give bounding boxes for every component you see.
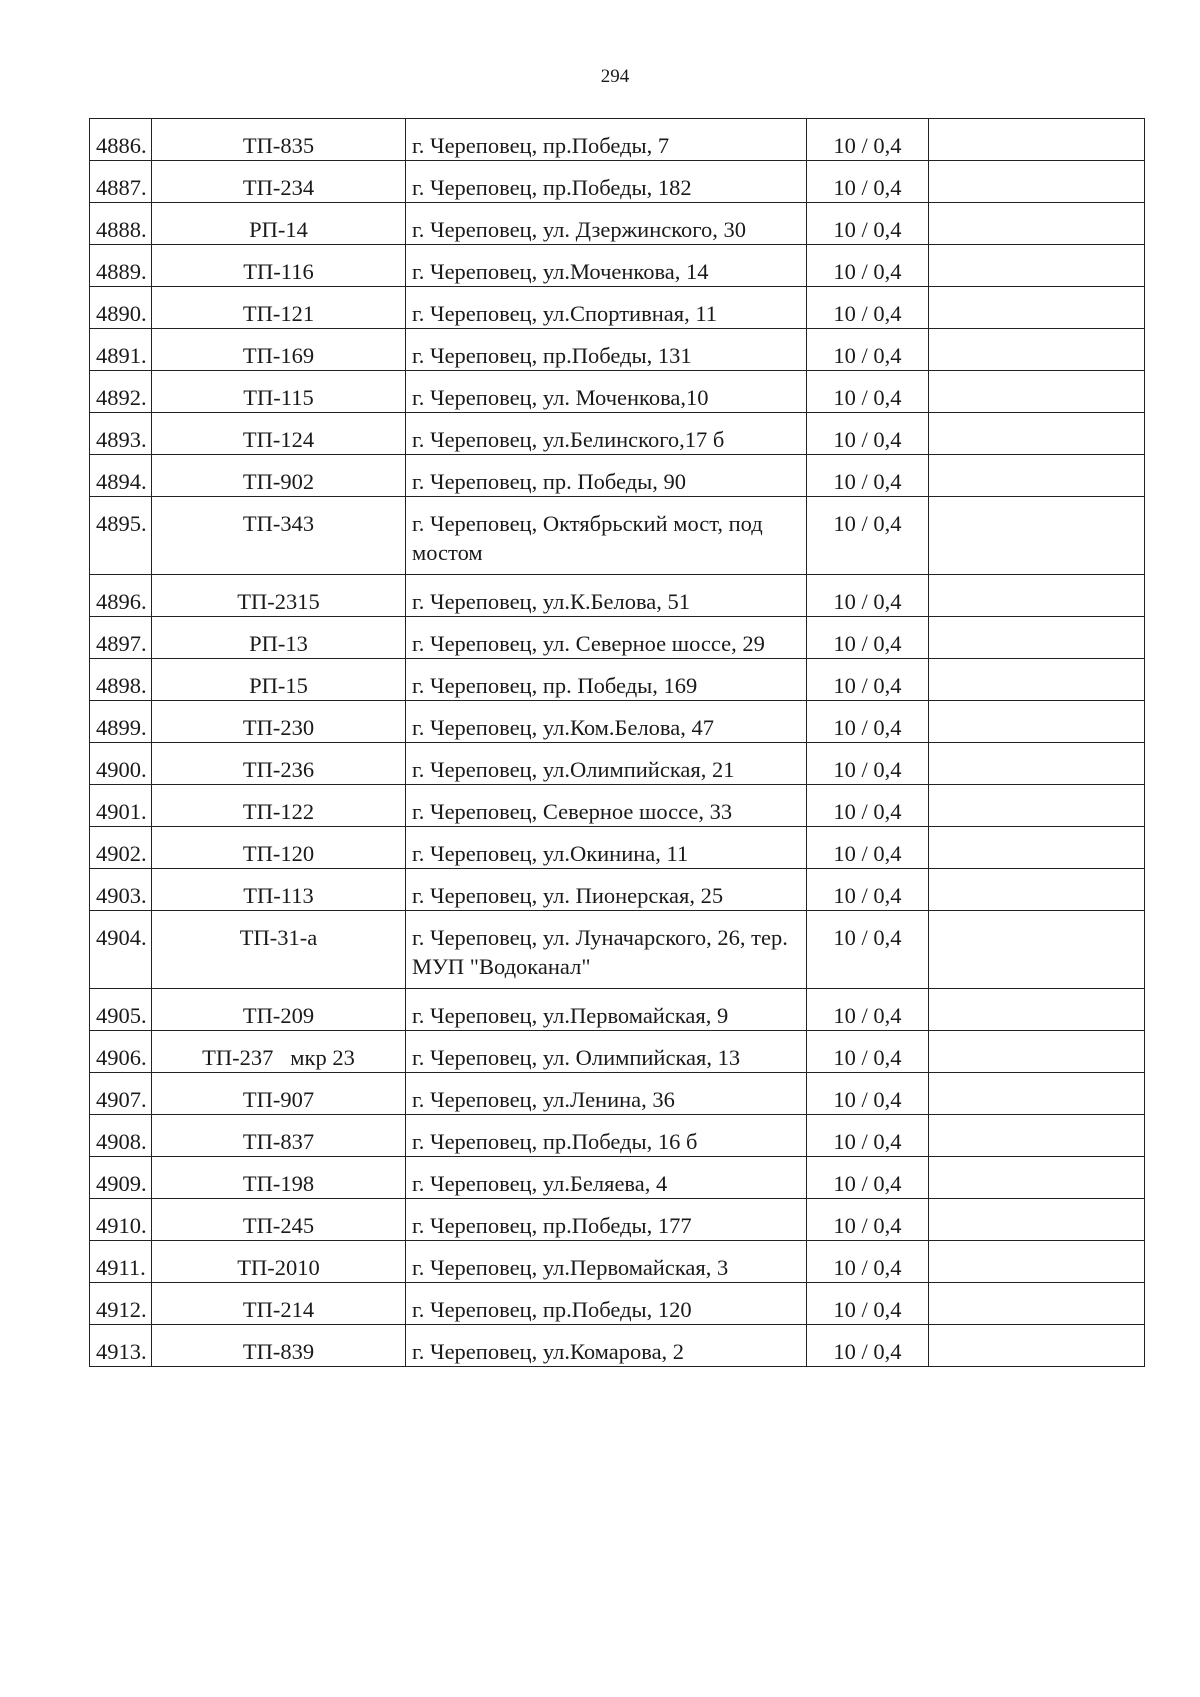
table-row	[90, 575, 1145, 617]
voltage: 10 / 0,4	[807, 911, 929, 989]
address: г. Череповец, ул.Комарова, 2	[406, 1325, 807, 1367]
note	[929, 1031, 1145, 1073]
object-name: ТП-837	[152, 1115, 406, 1157]
voltage: 10 / 0,4	[807, 287, 929, 329]
note	[929, 203, 1145, 245]
address: г. Череповец, ул.Ком.Белова, 47	[406, 701, 807, 743]
table-row	[90, 329, 1145, 371]
row-number: 4908.	[90, 1115, 152, 1157]
table-row	[90, 701, 1145, 743]
object-name: ТП-245	[152, 1199, 406, 1241]
row-number: 4890.	[90, 287, 152, 329]
object-name: ТП-839	[152, 1325, 406, 1367]
note	[929, 287, 1145, 329]
voltage: 10 / 0,4	[807, 827, 929, 869]
voltage: 10 / 0,4	[807, 659, 929, 701]
table-row	[90, 1115, 1145, 1157]
row-number: 4905.	[90, 989, 152, 1031]
address: г. Череповец, ул.Окинина, 11	[406, 827, 807, 869]
note	[929, 1199, 1145, 1241]
object-name: ТП-237 мкр 23	[152, 1031, 406, 1073]
voltage: 10 / 0,4	[807, 1241, 929, 1283]
voltage: 10 / 0,4	[807, 413, 929, 455]
voltage: 10 / 0,4	[807, 203, 929, 245]
address: г. Череповец, ул.Первомайская, 9	[406, 989, 807, 1031]
object-name: ТП-236	[152, 743, 406, 785]
voltage: 10 / 0,4	[807, 1325, 929, 1367]
object-name: ТП-169	[152, 329, 406, 371]
object-name: ТП-122	[152, 785, 406, 827]
note	[929, 413, 1145, 455]
row-number: 4899.	[90, 701, 152, 743]
note	[929, 1115, 1145, 1157]
row-number: 4904.	[90, 911, 152, 989]
note	[929, 989, 1145, 1031]
voltage: 10 / 0,4	[807, 701, 929, 743]
object-name: РП-15	[152, 659, 406, 701]
row-number: 4902.	[90, 827, 152, 869]
voltage: 10 / 0,4	[807, 1199, 929, 1241]
substations-table	[89, 118, 1145, 1367]
voltage: 10 / 0,4	[807, 1031, 929, 1073]
table-row	[90, 119, 1145, 161]
row-number: 4896.	[90, 575, 152, 617]
table-row	[90, 287, 1145, 329]
table-row	[90, 989, 1145, 1031]
address: г. Череповец, ул.Первомайская, 3	[406, 1241, 807, 1283]
voltage: 10 / 0,4	[807, 1073, 929, 1115]
voltage: 10 / 0,4	[807, 1283, 929, 1325]
table-row	[90, 785, 1145, 827]
object-name: ТП-234	[152, 161, 406, 203]
note	[929, 497, 1145, 575]
object-name: ТП-902	[152, 455, 406, 497]
voltage: 10 / 0,4	[807, 1115, 929, 1157]
address: г. Череповец, ул. Северное шоссе, 29	[406, 617, 807, 659]
table-row	[90, 245, 1145, 287]
object-name: РП-13	[152, 617, 406, 659]
address: г. Череповец, ул.Беляева, 4	[406, 1157, 807, 1199]
note	[929, 161, 1145, 203]
table-row	[90, 869, 1145, 911]
address: г. Череповец, пр. Победы, 169	[406, 659, 807, 701]
note	[929, 1283, 1145, 1325]
voltage: 10 / 0,4	[807, 497, 929, 575]
row-number: 4910.	[90, 1199, 152, 1241]
object-name: ТП-230	[152, 701, 406, 743]
note	[929, 371, 1145, 413]
row-number: 4912.	[90, 1283, 152, 1325]
address: г. Череповец, ул.Моченкова, 14	[406, 245, 807, 287]
row-number: 4909.	[90, 1157, 152, 1199]
table-row	[90, 659, 1145, 701]
note	[929, 869, 1145, 911]
address: г. Череповец, ул. Дзержинского, 30	[406, 203, 807, 245]
address: г. Череповец, ул.К.Белова, 51	[406, 575, 807, 617]
address: г. Череповец, пр.Победы, 182	[406, 161, 807, 203]
table-row	[90, 161, 1145, 203]
table-row	[90, 1325, 1145, 1367]
object-name: ТП-209	[152, 989, 406, 1031]
voltage: 10 / 0,4	[807, 869, 929, 911]
object-name: ТП-198	[152, 1157, 406, 1199]
object-name: ТП-31-а	[152, 911, 406, 989]
address: г. Череповец, пр.Победы, 131	[406, 329, 807, 371]
object-name: ТП-124	[152, 413, 406, 455]
voltage: 10 / 0,4	[807, 371, 929, 413]
table-row	[90, 1157, 1145, 1199]
voltage: 10 / 0,4	[807, 989, 929, 1031]
note	[929, 119, 1145, 161]
object-name: ТП-907	[152, 1073, 406, 1115]
row-number: 4913.	[90, 1325, 152, 1367]
page-number: 294	[600, 66, 630, 87]
note	[929, 1241, 1145, 1283]
voltage: 10 / 0,4	[807, 119, 929, 161]
note	[929, 785, 1145, 827]
voltage: 10 / 0,4	[807, 161, 929, 203]
note	[929, 617, 1145, 659]
address: г. Череповец, ул.Ленина, 36	[406, 1073, 807, 1115]
row-number: 4894.	[90, 455, 152, 497]
address: г. Череповец, ул.Олимпийская, 21	[406, 743, 807, 785]
table-row	[90, 827, 1145, 869]
row-number: 4889.	[90, 245, 152, 287]
note	[929, 743, 1145, 785]
table-row	[90, 1031, 1145, 1073]
object-name: ТП-121	[152, 287, 406, 329]
table-row	[90, 617, 1145, 659]
row-number: 4897.	[90, 617, 152, 659]
address: г. Череповец, ул. Олимпийская, 13	[406, 1031, 807, 1073]
row-number: 4903.	[90, 869, 152, 911]
row-number: 4911.	[90, 1241, 152, 1283]
note	[929, 1325, 1145, 1367]
table-row	[90, 455, 1145, 497]
table-row	[90, 413, 1145, 455]
address: г. Череповец, пр.Победы, 16 б	[406, 1115, 807, 1157]
row-number: 4886.	[90, 119, 152, 161]
voltage: 10 / 0,4	[807, 617, 929, 659]
table-row	[90, 1283, 1145, 1325]
object-name: ТП-214	[152, 1283, 406, 1325]
object-name: ТП-835	[152, 119, 406, 161]
address: г. Череповец, пр.Победы, 120	[406, 1283, 807, 1325]
row-number: 4901.	[90, 785, 152, 827]
row-number: 4892.	[90, 371, 152, 413]
voltage: 10 / 0,4	[807, 1157, 929, 1199]
voltage: 10 / 0,4	[807, 329, 929, 371]
table-row	[90, 1073, 1145, 1115]
object-name: РП-14	[152, 203, 406, 245]
note	[929, 827, 1145, 869]
note	[929, 455, 1145, 497]
address: г. Череповец, пр.Победы, 7	[406, 119, 807, 161]
note	[929, 701, 1145, 743]
object-name: ТП-2315	[152, 575, 406, 617]
address: г. Череповец, ул. Моченкова,10	[406, 371, 807, 413]
table-row	[90, 203, 1145, 245]
table-row	[90, 371, 1145, 413]
row-number: 4893.	[90, 413, 152, 455]
table-row	[90, 743, 1145, 785]
note	[929, 575, 1145, 617]
voltage: 10 / 0,4	[807, 455, 929, 497]
row-number: 4898.	[90, 659, 152, 701]
row-number: 4891.	[90, 329, 152, 371]
row-number: 4900.	[90, 743, 152, 785]
address: г. Череповец, пр.Победы, 177	[406, 1199, 807, 1241]
object-name: ТП-115	[152, 371, 406, 413]
row-number: 4895.	[90, 497, 152, 575]
note	[929, 659, 1145, 701]
row-number: 4887.	[90, 161, 152, 203]
address: г. Череповец, ул.Белинского,17 б	[406, 413, 807, 455]
table-row	[90, 1241, 1145, 1283]
note	[929, 329, 1145, 371]
note	[929, 245, 1145, 287]
address: г. Череповец, ул. Луначарского, 26, тер. МУП "Водоканал"	[406, 911, 807, 989]
voltage: 10 / 0,4	[807, 575, 929, 617]
table-row	[90, 497, 1145, 575]
address: г. Череповец, ул.Спортивная, 11	[406, 287, 807, 329]
table-row	[90, 911, 1145, 989]
object-name: ТП-343	[152, 497, 406, 575]
row-number: 4907.	[90, 1073, 152, 1115]
row-number: 4906.	[90, 1031, 152, 1073]
note	[929, 1157, 1145, 1199]
row-number: 4888.	[90, 203, 152, 245]
object-name: ТП-116	[152, 245, 406, 287]
address: г. Череповец, Северное шоссе, 33	[406, 785, 807, 827]
voltage: 10 / 0,4	[807, 743, 929, 785]
table-row	[90, 1199, 1145, 1241]
object-name: ТП-113	[152, 869, 406, 911]
object-name: ТП-2010	[152, 1241, 406, 1283]
address: г. Череповец, Октябрьский мост, под мостом	[406, 497, 807, 575]
address: г. Череповец, ул. Пионерская, 25	[406, 869, 807, 911]
note	[929, 1073, 1145, 1115]
voltage: 10 / 0,4	[807, 245, 929, 287]
address: г. Череповец, пр. Победы, 90	[406, 455, 807, 497]
object-name: ТП-120	[152, 827, 406, 869]
table-body	[90, 119, 1145, 1367]
voltage: 10 / 0,4	[807, 785, 929, 827]
note	[929, 911, 1145, 989]
